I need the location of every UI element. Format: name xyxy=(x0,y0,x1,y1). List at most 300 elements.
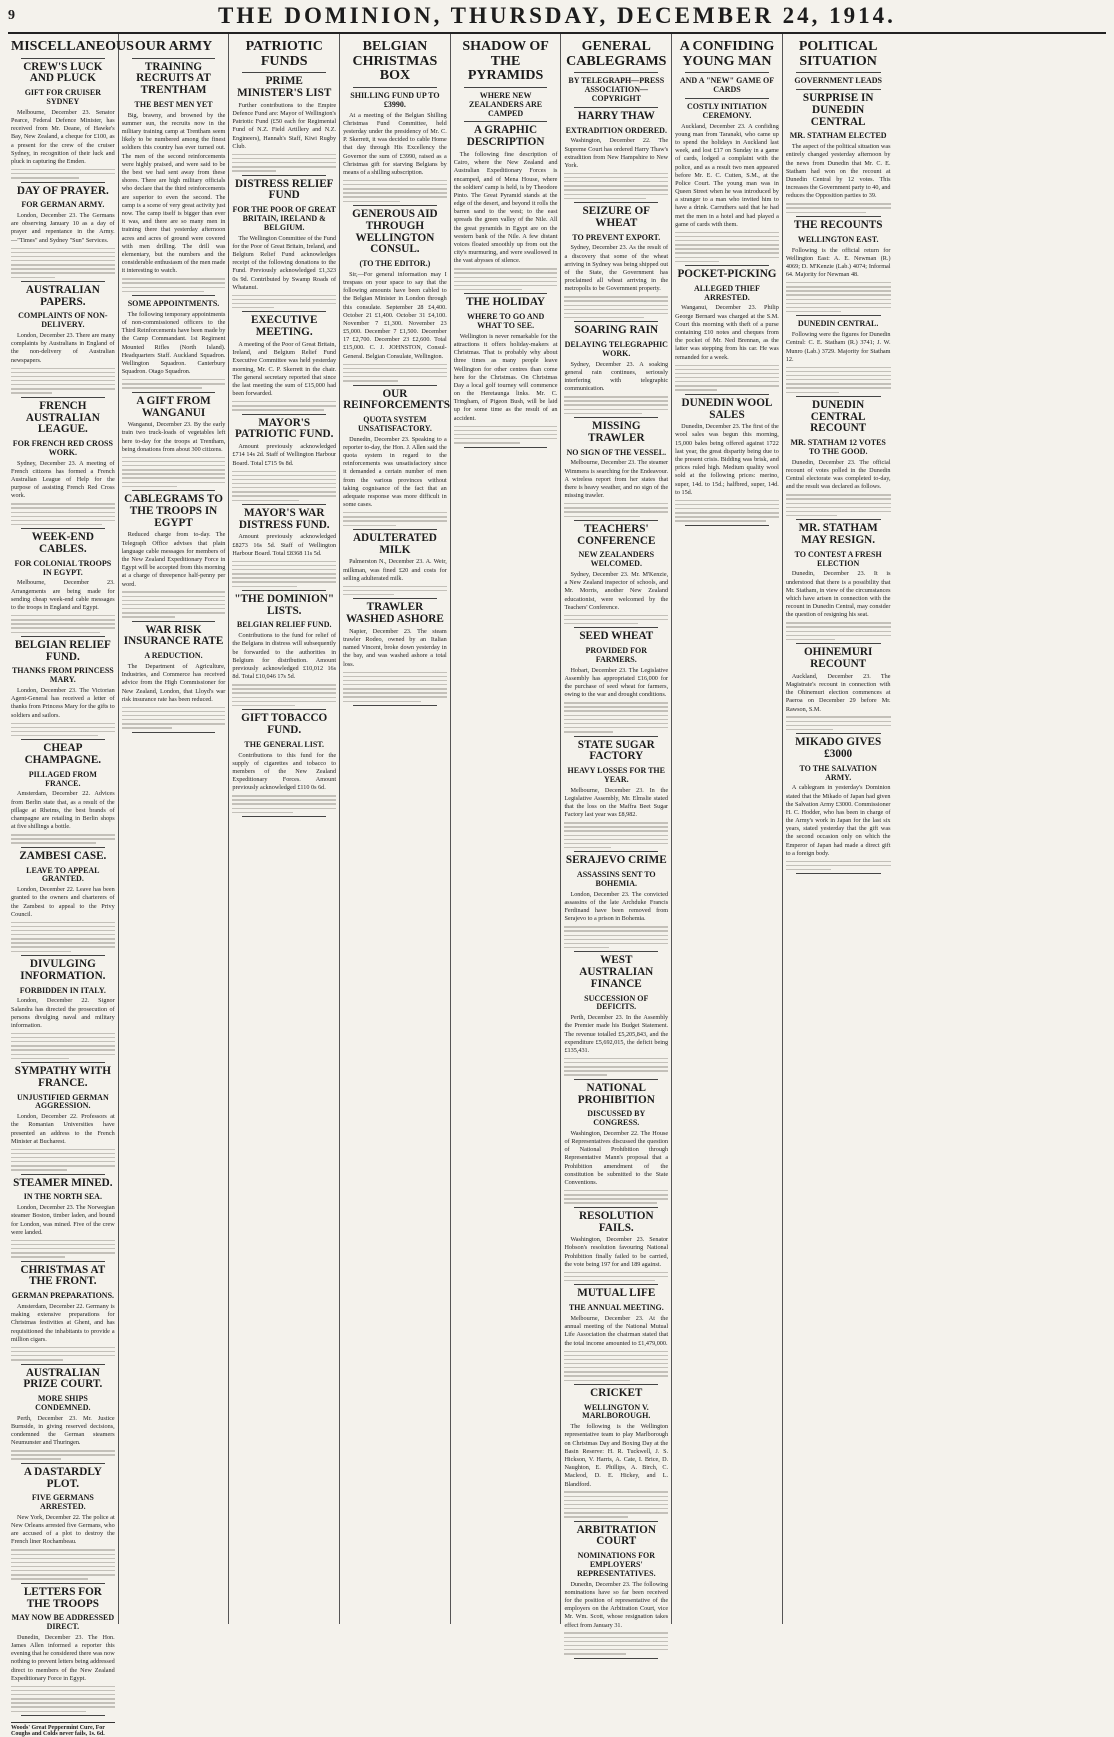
column-heading: GENERAL CABLEGRAMS xyxy=(566,39,667,69)
article-divider xyxy=(21,847,105,848)
article-subheading: GIFT FOR CRUISER SYDNEY xyxy=(24,88,101,106)
article-body-filler xyxy=(11,368,115,394)
article-divider xyxy=(353,598,437,599)
article-heading: CABLEGRAMS TO THE TROOPS IN EGYPT xyxy=(124,493,223,529)
article-divider xyxy=(21,281,105,282)
article-body-filler xyxy=(564,702,668,732)
article-divider xyxy=(574,107,658,108)
text-line xyxy=(11,268,115,269)
article-body: Amsterdam, December 22. Germany is making extensive preparations for Christmas festivities at Ghent, and has requisitioned the inhabitants to provide a million cigars. xyxy=(11,1303,115,1343)
text-line xyxy=(232,166,336,167)
text-line xyxy=(343,520,447,521)
text-line xyxy=(786,207,891,208)
article-subheading: THANKS FROM PRINCESS MARY. xyxy=(11,666,114,685)
text-line xyxy=(454,426,558,427)
text-line xyxy=(232,491,336,492)
article-body-filler xyxy=(232,401,336,411)
article-divider xyxy=(796,733,881,734)
article-body-filler xyxy=(786,716,891,730)
text-line xyxy=(11,376,115,377)
text-line xyxy=(564,615,668,616)
article-heading: SURPRISE IN DUNEDIN CENTRAL xyxy=(802,92,874,128)
text-line xyxy=(232,808,336,809)
article-subheading: IN THE NORTH SEA. xyxy=(23,1192,102,1202)
article-body: London, December 22. Leave has been granted to the owners and charterers of the Zambesi to appeal to the Privy Council. xyxy=(11,886,115,918)
text-line xyxy=(11,1149,115,1150)
text-line xyxy=(564,1198,668,1199)
article-body: Melbourne, December 23. In the Legislative Assembly, Mr. Elmslie stated that the loss on the Maffra Beet Sugar Factory last year was £8,982. xyxy=(564,786,669,819)
text-line xyxy=(122,461,226,462)
article-subheading: MR. STATHAM ELECTED xyxy=(789,131,887,141)
article-heading: ARBITRATION COURT xyxy=(576,1523,656,1548)
text-line xyxy=(11,1694,115,1695)
text-line xyxy=(232,475,336,476)
article-body: London, December 23. The Victorian Agent-General has received a letter of thanks from Princess Mary for the gifts to soldiers and sailors. xyxy=(11,687,115,719)
text-line xyxy=(786,303,891,304)
text-line xyxy=(11,169,115,170)
article-body-filler xyxy=(564,173,668,199)
article-subheading: (TO THE EDITOR.) xyxy=(359,259,431,268)
article-divider xyxy=(132,295,216,296)
article-body-filler xyxy=(11,1347,115,1361)
article-divider xyxy=(796,873,881,874)
text-line xyxy=(786,282,891,283)
text-line xyxy=(343,192,447,193)
text-line xyxy=(786,515,837,516)
article-body-filler xyxy=(11,169,115,179)
text-line xyxy=(122,473,226,474)
article-divider xyxy=(574,1658,658,1659)
article-body: London, December 23. The convicted assassins of the late Archduke Francis Ferdinand have been removed from Serajevo to a prison in Bohemia. xyxy=(564,890,669,923)
article-subheading: TO PREVENT EXPORT. xyxy=(572,232,661,242)
article-divider xyxy=(796,643,881,644)
article-heading: ZAMBESI CASE. xyxy=(19,849,107,862)
text-line xyxy=(564,943,668,944)
article-divider xyxy=(353,705,437,706)
text-line xyxy=(564,1512,668,1513)
text-line xyxy=(564,1058,668,1059)
article-body: The following is the Wellington representative team to play Marlborough on Christmas Day and Boxing Day at the Basin Reserve: H. R. Tuckwell, J. S. Hickson, V. Harris, A. Cate, I. Brice, D. Naughton, E. Phillips, A. Birch, C. Macleod, D. E. Hickey, and L. Blandford. xyxy=(564,1423,669,1488)
heading-rule xyxy=(132,58,216,59)
article-heading: WEEK-END CABLES. xyxy=(31,531,94,556)
text-line xyxy=(122,457,226,458)
text-line xyxy=(122,727,173,728)
article-heading: NATIONAL PROHIBITION xyxy=(577,1081,655,1106)
article-body-filler xyxy=(786,282,891,312)
article-body: London, December 23. There are many complaints by Australians in England of the non-delivery of Australian newspapers. xyxy=(11,332,115,364)
article-body: Melbourne, December 23. Senator Pearce, Federal Defence Minister, has received from Mr. Deane, of Hawke's Bay, New Zealand, a cheque for £100, as a present for the crew of the cruiser Sydney, in recognition of their luck and pluck in capturing the Emden. xyxy=(11,108,115,165)
article-body: The following fine description of Cairo, where the New Zealand and Australian Expeditionary Forces is encamped, and of Mena House, where the soldiers' camp is held, is by Theodore Pinto. The Great Pyramid stands at the edge of the desert, and beyond it rolls the barren sand to the west; to the east spreads the green valley of the Nile. All the great pyramids in Egypt are on the western bank of the Nile. A few distant voices floated smoothly up from out the city's murmuring, and were swallowed in the vast abysses of silence. xyxy=(453,150,558,265)
column-heading: BELGIAN CHRISTMAS BOX xyxy=(352,39,438,84)
column-heading: A CONFIDING YOUNG MAN xyxy=(679,39,775,69)
article-body-filler xyxy=(232,295,336,309)
text-line xyxy=(564,835,668,836)
article-body-filler xyxy=(675,365,779,391)
article-divider xyxy=(685,394,769,395)
text-line xyxy=(564,313,668,314)
article-heading: EXECUTIVE MEETING. xyxy=(250,314,318,339)
article-heading: SOARING RAIN xyxy=(574,324,659,337)
article-subheading: AND A "NEW" GAME OF CARDS xyxy=(679,76,775,95)
article-heading: DIVULGING INFORMATION. xyxy=(20,958,106,982)
column-heading: POLITICAL SITUATION xyxy=(798,39,878,69)
article-body: Amount previously acknowledged £714 14s 2d. Staff of Wellington Harbour Board. Total £715 9s 8d. xyxy=(232,443,337,467)
text-line xyxy=(564,173,668,174)
text-line xyxy=(11,1355,115,1356)
text-line xyxy=(343,380,398,381)
article-subheading: NO SIGN OF THE VESSEL. xyxy=(566,447,667,457)
text-line xyxy=(564,1491,668,1492)
article-body-filler xyxy=(564,296,668,318)
article-subheading: TO CONTEST A FRESH ELECTION xyxy=(794,549,882,568)
article-subheading: SUCCESSION OF DEFICITS. xyxy=(584,993,649,1012)
text-line xyxy=(11,1240,115,1241)
text-line xyxy=(11,922,115,923)
text-line xyxy=(786,869,831,870)
article-heading: POCKET-PICKING xyxy=(677,268,777,281)
text-line xyxy=(564,181,668,182)
text-line xyxy=(786,503,891,504)
article-subheading: PROVIDED FOR FARMERS. xyxy=(585,646,648,664)
article-body-filler xyxy=(232,561,336,587)
article-subheading: THE ANNUAL MEETING. xyxy=(568,1303,664,1313)
article-divider xyxy=(21,955,105,956)
article-heading: WEST AUSTRALIAN FINANCE xyxy=(579,954,654,990)
text-line xyxy=(454,272,558,273)
article-subheading: BY TELEGRAPH—PRESS ASSOCIATION—COPYRIGHT xyxy=(568,76,665,103)
text-line xyxy=(232,577,336,578)
text-line xyxy=(564,1500,668,1501)
text-line xyxy=(343,692,447,693)
article-divider xyxy=(132,732,216,733)
article-body-filler xyxy=(11,1450,115,1460)
text-line xyxy=(675,240,779,241)
text-line xyxy=(564,727,668,728)
text-line xyxy=(11,1706,115,1707)
text-line xyxy=(343,594,394,595)
text-line xyxy=(786,865,891,866)
text-line xyxy=(232,295,336,296)
article-body: Sydney, December 23. A soaking general rain continues, seriously interfering with telegraphic communication. xyxy=(564,360,669,393)
text-line xyxy=(11,1549,115,1550)
text-line xyxy=(675,369,779,370)
text-line xyxy=(675,252,779,253)
article-body-filler xyxy=(343,672,447,702)
text-line xyxy=(786,392,839,393)
text-line xyxy=(564,507,668,508)
article-body: Contributions to this fund for the supply of cigarettes and tobacco to members of the New Zealand Expeditionary Forces. Amount previously acknowledged £110 0s 6d. xyxy=(232,751,337,792)
text-line xyxy=(786,631,891,632)
article-body: Wanganui, December 23. By the early train two truck-loads of vegetables left here to-day for the troops at Trentham, being donations from about 300 citizens. xyxy=(121,421,226,453)
text-line xyxy=(11,380,115,381)
heading-rule xyxy=(21,58,105,59)
article-subheading: WHERE NEW ZEALANDERS ARE CAMPED xyxy=(469,91,543,118)
article-heading: STEAMER MINED. xyxy=(13,1176,113,1189)
text-line xyxy=(11,1045,115,1046)
text-line xyxy=(232,401,336,402)
text-line xyxy=(454,281,558,282)
text-line xyxy=(11,1165,115,1166)
text-line xyxy=(564,1508,668,1509)
advertisement: Woods' Great Peppermint Cure, For Coughs and Colds never fails, 1s. 6d. xyxy=(11,1722,115,1737)
article-divider xyxy=(21,1261,105,1262)
text-line xyxy=(454,442,520,443)
text-line xyxy=(564,404,668,405)
article-body-filler xyxy=(564,1058,668,1076)
article-body: At a meeting of the Belgian Shilling Christmas Fund Committee, held yesterday under the presidency of Mr. C. P. Skerrett, it was decided to cable Home that day through His Excellency the Governor the sum of £3990, raised as a Christmas gift for starving Belgians by means of a shilling subscription. xyxy=(343,111,447,176)
text-line xyxy=(786,375,891,376)
article-body: London, December 23. The Norwegian steamer Boston, timber laden, and bound for London, was mined. Five of the crew were landed. xyxy=(11,1204,115,1236)
article-divider xyxy=(685,265,769,266)
article-subheading: FOR GERMAN ARMY. xyxy=(21,200,105,210)
article-body-filler xyxy=(11,1240,115,1258)
text-line xyxy=(232,684,336,685)
text-line xyxy=(343,676,447,677)
text-line xyxy=(564,822,668,823)
text-line xyxy=(11,615,115,616)
text-line xyxy=(11,272,115,273)
text-line xyxy=(564,1359,668,1360)
article-heading: STATE SUGAR FACTORY xyxy=(577,738,655,763)
text-line xyxy=(343,525,396,526)
text-line xyxy=(343,364,447,365)
article-subheading: THE BEST MEN YET xyxy=(134,99,213,109)
text-line xyxy=(11,838,115,839)
article-divider xyxy=(21,739,105,740)
text-line xyxy=(11,1244,115,1245)
text-line xyxy=(564,1062,668,1063)
text-line xyxy=(675,389,716,390)
text-line xyxy=(454,438,558,439)
article-body: The Wellington Committee of the Fund for the Poor of Great Britain, Ireland, and Belgium Relief Fund acknowledges receipt of the following donations to the Fund. Previously acknowledged £1,323 0s 9d. Contributed by Swamp Roads of Whatanui. xyxy=(232,234,337,291)
article-divider xyxy=(685,525,769,526)
text-line xyxy=(564,723,668,724)
text-line xyxy=(454,434,558,435)
article-body-filler xyxy=(343,512,447,526)
text-line xyxy=(564,300,668,301)
article-heading: GENEROUS AID THROUGH WELLINGTON CONSUL. xyxy=(352,208,438,256)
text-line xyxy=(564,706,668,707)
text-line xyxy=(122,282,226,283)
article-body: Wanganui, December 23. Philip George Bernard was charged at the S.M. Court this morning with theft of a purse containing £10 notes and cheques from the pocket of Mr. Ned Brennan, as the latter was stepping from his car. He was remanded for a week. xyxy=(675,304,779,361)
text-line xyxy=(454,430,558,431)
article-body-filler xyxy=(232,154,336,172)
text-line xyxy=(343,201,400,202)
article-heading: WAR RISK INSURANCE RATE xyxy=(123,623,224,648)
column-heading: MISCELLANEOUS xyxy=(11,39,134,54)
text-line xyxy=(11,1698,115,1699)
text-line xyxy=(11,938,115,939)
text-line xyxy=(232,569,336,570)
article-subheading: HEAVY LOSSES FOR THE YEAR. xyxy=(567,766,665,784)
text-line xyxy=(122,383,226,384)
text-line xyxy=(786,725,891,726)
text-line xyxy=(11,731,115,732)
text-line xyxy=(122,591,226,592)
article-heading: MUTUAL LIFE xyxy=(577,1287,656,1300)
text-line xyxy=(675,377,779,378)
article-subheading: SOME APPOINTMENTS. xyxy=(127,299,220,309)
article-heading: RESOLUTION FAILS. xyxy=(578,1209,654,1234)
text-line xyxy=(564,1194,668,1195)
text-line xyxy=(343,680,447,681)
article-body-filler xyxy=(564,1351,668,1381)
text-line xyxy=(11,1562,115,1563)
text-line xyxy=(11,1161,115,1162)
article-heading: MAYOR'S WAR DISTRESS FUND. xyxy=(238,506,330,531)
article-body: A meeting of the Poor of Great Britain, Ireland, and Belgium Relief Fund Executive Committee was held yesterday morning, Mr. C. P. Skerrett in the chair. The general secretary reported that since the last meeting the sum of £15,000 had been forwarded. xyxy=(232,340,337,398)
article-body: The Department of Agriculture, Industries, and Commerce has received advice from the High Commissioner for New Zealand, London, that Lloyd's war risk insurance rate has been reduced. xyxy=(121,662,226,703)
article-divider xyxy=(242,175,326,176)
article-subheading: NOMINATIONS FOR EMPLOYERS' REPRESENTATIVES. xyxy=(576,1551,656,1578)
article-divider xyxy=(21,1174,105,1175)
text-line xyxy=(11,252,115,253)
text-line xyxy=(122,707,226,708)
article-divider xyxy=(21,1463,105,1464)
text-line xyxy=(343,590,447,591)
article-body-filler xyxy=(675,500,779,522)
article-body-filler xyxy=(122,278,226,292)
article-heading: DUNEDIN WOOL SALES xyxy=(681,396,773,421)
text-line xyxy=(564,826,668,827)
text-line xyxy=(786,307,891,308)
text-line xyxy=(11,1351,115,1352)
text-line xyxy=(122,723,226,724)
text-line xyxy=(675,512,779,513)
article-heading: AUSTRALIAN PAPERS. xyxy=(25,283,100,308)
text-line xyxy=(564,503,668,504)
article-divider xyxy=(242,590,326,591)
article-body-filler xyxy=(343,364,447,382)
article-heading: A DASTARDLY PLOT. xyxy=(23,1465,102,1490)
article-body: Dunedin, December 23. It is understood that there is a possibility that Mr. Statham, in view of the circumstances which have arisen in connection with the recount in Dunedin Central, may consider the question of resigning his seat. xyxy=(785,570,891,619)
article-body: Amount previously acknowledged £8273 16s 5d. Staff of Wellington Harbour Board. Total £8368 11s 5d. xyxy=(232,533,337,557)
text-line xyxy=(343,188,447,189)
article-subheading: WELLINGTON EAST. xyxy=(797,234,879,244)
text-line xyxy=(675,373,779,374)
article-divider xyxy=(21,636,105,637)
text-line xyxy=(564,939,668,940)
article-body: Dunedin, December 23. Speaking to a reporter to-day, the Hon. J. Allen said the quota system in regard to the reinforcements was unsatisfactory since it demanded a certain number of men from the various provinces without taking cognisance of the fact that an adequate response was more difficult in some cases. xyxy=(343,435,447,509)
article-body: Napier, December 23. The steam trawler Rodeo, owned by an Italian named Vincent, broke down yesterday in the bay, and was washed ashore a total loss. xyxy=(343,627,447,668)
article-body: Palmerston N., December 23. A. Weir, milkman, was fined £20 and costs for selling adulterated milk. xyxy=(343,558,447,582)
article-divider xyxy=(132,621,216,622)
text-line xyxy=(786,498,891,499)
text-line xyxy=(564,1355,668,1356)
text-line xyxy=(786,367,891,368)
article-heading: TEACHERS' CONFERENCE xyxy=(577,522,656,547)
article-subheading: FIVE GERMANS ARRESTED. xyxy=(31,1493,94,1512)
text-line xyxy=(122,604,226,605)
column-8 xyxy=(783,34,894,1624)
column-3 xyxy=(229,34,340,1624)
text-line xyxy=(564,843,668,844)
text-line xyxy=(786,383,891,384)
text-line xyxy=(786,294,891,295)
article-subheading: FOR THE POOR OF GREAT BRITAIN, IRELAND & BELGIUM. xyxy=(232,205,336,232)
text-line xyxy=(564,1637,668,1638)
text-line xyxy=(11,926,115,927)
text-line xyxy=(564,947,609,948)
text-line xyxy=(11,1347,115,1348)
text-line xyxy=(232,307,273,308)
text-line xyxy=(564,926,668,927)
text-line xyxy=(11,384,115,385)
article-subheading: QUOTA SYSTEM UNSATISFACTORY. xyxy=(357,415,432,433)
article-divider xyxy=(574,202,658,203)
article-subheading: ASSASSINS SENT TO BOHEMIA. xyxy=(576,870,656,888)
text-line xyxy=(564,1496,668,1497)
text-line xyxy=(11,173,115,174)
column-heading: SHADOW OF THE PYRAMIDS xyxy=(462,39,549,84)
article-body-filler xyxy=(786,203,891,213)
text-line xyxy=(11,368,115,369)
text-line xyxy=(786,635,891,636)
article-heading: TRAINING RECRUITS AT TRENTHAM xyxy=(136,60,211,97)
heading-rule xyxy=(685,72,769,73)
article-subheading: BELGIAN RELIEF FUND. xyxy=(236,620,332,630)
text-line xyxy=(11,264,115,265)
text-line xyxy=(343,701,421,702)
text-line xyxy=(11,1558,115,1559)
text-line xyxy=(11,372,115,373)
text-line xyxy=(11,735,98,736)
article-body-filler xyxy=(11,1549,115,1579)
article-divider xyxy=(796,315,881,316)
text-line xyxy=(564,1074,607,1075)
text-line xyxy=(564,1351,668,1352)
text-line xyxy=(122,715,226,716)
text-line xyxy=(11,632,100,633)
text-line xyxy=(564,1653,625,1654)
text-line xyxy=(675,385,779,386)
article-divider xyxy=(242,816,326,817)
text-line xyxy=(564,189,668,190)
text-line xyxy=(232,561,336,562)
text-line xyxy=(11,512,115,513)
text-line xyxy=(11,1711,86,1712)
text-line xyxy=(564,413,642,414)
text-line xyxy=(454,277,558,278)
article-body-filler xyxy=(786,861,891,871)
text-line xyxy=(122,486,177,487)
text-line xyxy=(11,256,115,257)
article-body-filler xyxy=(11,834,115,844)
text-line xyxy=(343,184,447,185)
article-body-filler xyxy=(564,503,668,517)
text-line xyxy=(11,842,96,843)
heading-rule xyxy=(574,72,658,73)
article-body: Amsterdam, December 22. Advices from Berlin state that, as a result of the pillage at Rheims, the best brands of champagne are retailing in Berlin shops at five shillings a bottle. xyxy=(11,790,115,831)
text-line xyxy=(564,194,668,195)
text-line xyxy=(564,198,646,199)
text-line xyxy=(786,511,891,512)
text-line xyxy=(11,248,115,249)
article-divider xyxy=(796,89,881,90)
article-divider xyxy=(132,392,216,393)
text-line xyxy=(11,1566,115,1567)
text-line xyxy=(122,711,226,712)
text-line xyxy=(11,1570,115,1571)
article-divider xyxy=(796,519,881,520)
article-subheading: DELAYING TELEGRAPHIC WORK. xyxy=(564,340,668,358)
text-line xyxy=(232,697,336,698)
text-line xyxy=(232,170,276,171)
article-heading: DUNEDIN CENTRAL RECOUNT xyxy=(810,398,867,435)
article-body: Following is the official return for Wellington East: A. E. Newman (R.) 4069; D. M'Kenzie (Lab.) 4074; Informal 64. Majority for Newman 48. xyxy=(785,246,891,279)
article-body: Melbourne, December 23. Arrangements are being made for sending cheap week-end cable messages to the troops in England and Egypt. xyxy=(11,579,115,612)
article-divider xyxy=(21,1364,105,1365)
